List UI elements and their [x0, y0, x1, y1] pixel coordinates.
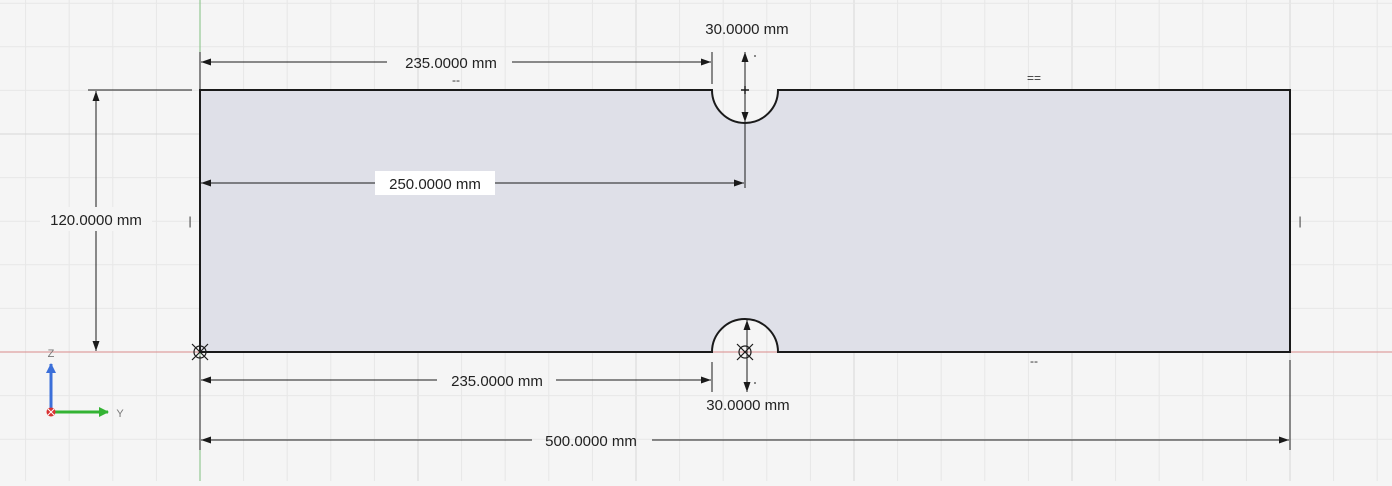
constraint-horizontal-bottom-right[interactable]: -- — [1030, 354, 1038, 368]
dimension-bottom-left-length-label: 235.0000 mm — [451, 373, 543, 390]
triad-y-label: Y — [116, 408, 124, 420]
dimension-top-notch-diameter-label: 30.0000 mm — [705, 21, 789, 38]
dimension-top-left-length-label: 235.0000 mm — [405, 55, 497, 72]
constraint-vertical-left[interactable]: | — [188, 214, 192, 228]
dimension-top-left-length[interactable] — [201, 55, 711, 72]
dimension-height-label: 120.0000 mm — [50, 212, 142, 229]
dimension-height[interactable] — [40, 91, 152, 351]
dimension-total-length-label: 500.0000 mm — [545, 433, 637, 450]
constraint-vertical-right[interactable]: | — [1298, 214, 1302, 228]
dimension-total-length[interactable] — [201, 433, 1289, 450]
dimension-center-length-label: 250.0000 mm — [389, 176, 481, 193]
origin-fixed-point-icon[interactable] — [192, 344, 208, 360]
dimension-bottom-left-length[interactable] — [201, 373, 711, 390]
constraint-horizontal-top-left[interactable]: -- — [452, 73, 460, 87]
constraint-horizontal-top-right[interactable]: == — [1026, 71, 1042, 85]
dimension-bottom-notch-diameter-label: 30.0000 mm — [706, 397, 790, 414]
top-notch-center-point[interactable] — [741, 86, 749, 94]
bottom-notch-center-point-icon[interactable] — [737, 344, 753, 360]
triad-z-label: Z — [47, 348, 55, 360]
